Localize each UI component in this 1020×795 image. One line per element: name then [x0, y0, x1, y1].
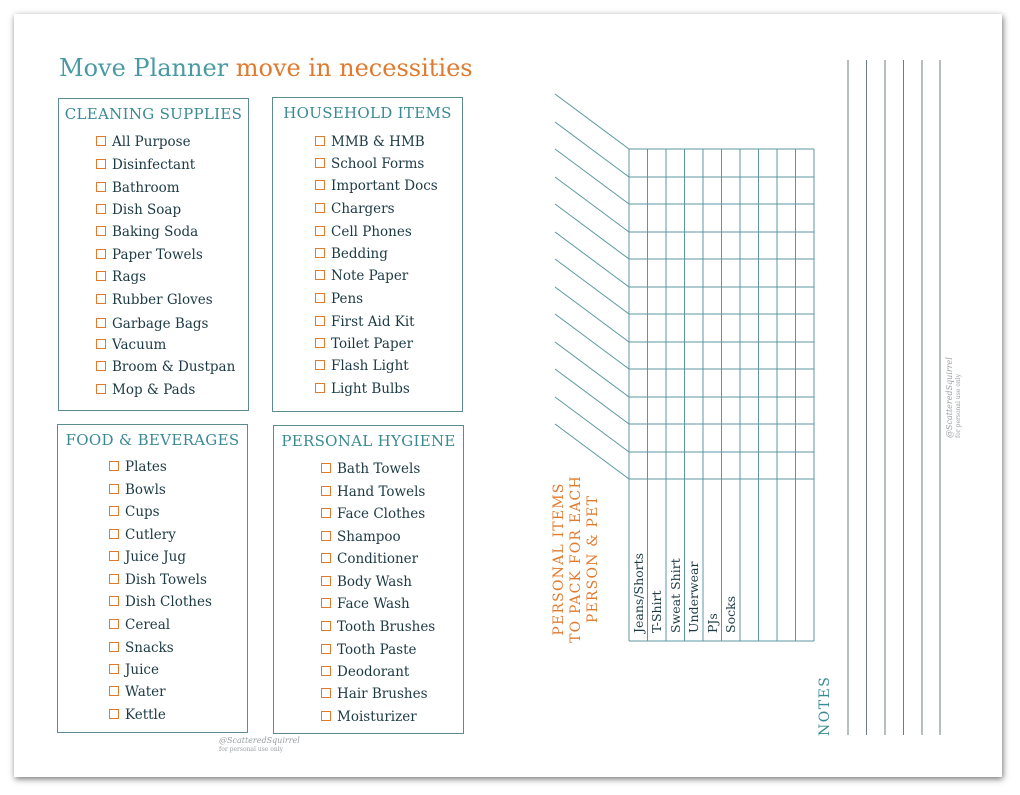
checklist-item[interactable]: Shampoo — [321, 529, 401, 545]
checklist-item[interactable]: Cutlery — [109, 527, 176, 543]
checklist-item[interactable]: Baking Soda — [96, 224, 198, 240]
checklist-item[interactable]: Paper Towels — [96, 247, 203, 263]
checklist-item[interactable]: Toilet Paper — [315, 336, 413, 352]
checklist-item[interactable]: Conditioner — [321, 551, 418, 567]
checklist-item[interactable]: Hand Towels — [321, 484, 425, 500]
checklist-item[interactable]: Flash Light — [315, 358, 409, 374]
title-secondary: move in necessities — [235, 54, 473, 82]
checklist-item[interactable]: Snacks — [109, 640, 174, 656]
checklist-item[interactable]: Plates — [109, 459, 167, 475]
checklist-item[interactable]: Face Wash — [321, 596, 410, 612]
column-label: Socks — [723, 595, 738, 633]
checklist-item[interactable]: Disinfectant — [96, 157, 195, 173]
checklist-item[interactable]: Dish Clothes — [109, 594, 212, 610]
checklist-item[interactable]: All Purpose — [96, 134, 191, 150]
column-label: PJs — [705, 613, 720, 633]
checklist-item[interactable]: Broom & Dustpan — [96, 359, 235, 375]
checklist-item[interactable]: Light Bulbs — [315, 381, 410, 397]
checklist-item[interactable]: Vacuum — [96, 337, 166, 353]
food-beverages-title: FOOD & BEVERAGES — [65, 431, 240, 449]
watermark-logo: @ScatteredSquirrel for personal use only — [219, 736, 300, 753]
checklist-item[interactable]: Cups — [109, 504, 160, 520]
checklist-item[interactable]: Bathroom — [96, 180, 180, 196]
personal-items-label: PERSONAL ITEMS TO PACK FOR EACH PERSON & PET — [551, 475, 601, 643]
checklist-item[interactable]: Bedding — [315, 246, 388, 262]
column-label: Sweat Shirt — [668, 558, 683, 633]
checklist-item[interactable]: Hair Brushes — [321, 686, 428, 702]
checklist-item[interactable]: Bath Towels — [321, 461, 420, 477]
checklist-item[interactable]: Deodorant — [321, 664, 409, 680]
column-label: T-Shirt — [649, 590, 664, 633]
checklist-item[interactable]: Bowls — [109, 482, 166, 498]
checklist-item[interactable]: MMB & HMB — [315, 134, 425, 150]
checklist-item[interactable]: Face Clothes — [321, 506, 425, 522]
checklist-item[interactable]: Juice Jug — [109, 549, 186, 565]
checklist-item[interactable]: Moisturizer — [321, 709, 417, 725]
checklist-item[interactable]: School Forms — [315, 156, 424, 172]
cleaning-supplies-title: CLEANING SUPPLIES — [64, 105, 243, 123]
title-primary: Move Planner — [59, 54, 229, 82]
checklist-item[interactable]: Tooth Paste — [321, 642, 417, 658]
checklist-item[interactable]: Juice — [109, 662, 159, 678]
checklist-item[interactable]: Body Wash — [321, 574, 412, 590]
checklist-item[interactable]: Dish Towels — [109, 572, 207, 588]
checklist-item[interactable]: Dish Soap — [96, 202, 181, 218]
notes-lines — [848, 60, 940, 735]
checklist-item[interactable]: Pens — [315, 291, 363, 307]
checklist-item[interactable]: Tooth Brushes — [321, 619, 435, 635]
checklist-item[interactable]: Water — [109, 684, 166, 700]
checklist-item[interactable]: Important Docs — [315, 178, 438, 194]
checklist-item[interactable]: Rubber Gloves — [96, 292, 213, 308]
checklist-item[interactable]: Note Paper — [315, 268, 408, 284]
watermark-logo-vertical: @ScatteredSquirrel for personal use only — [945, 357, 962, 438]
checklist-item[interactable]: Cereal — [109, 617, 170, 633]
checklist-item[interactable]: Chargers — [315, 201, 395, 217]
checklist-item[interactable]: Mop & Pads — [96, 382, 195, 398]
notes-label: NOTES — [817, 675, 833, 736]
household-items-title: HOUSEHOLD ITEMS — [283, 104, 452, 122]
checklist-item[interactable]: Garbage Bags — [96, 316, 208, 332]
checklist-item[interactable]: Rags — [96, 269, 146, 285]
column-label: Jeans/Shorts — [631, 552, 646, 633]
checklist-item[interactable]: Kettle — [109, 707, 166, 723]
column-label: Underwear — [686, 561, 701, 633]
personal-hygiene-title: PERSONAL HYGIENE — [281, 432, 456, 450]
checklist-item[interactable]: First Aid Kit — [315, 314, 415, 330]
checklist-item[interactable]: Cell Phones — [315, 224, 412, 240]
